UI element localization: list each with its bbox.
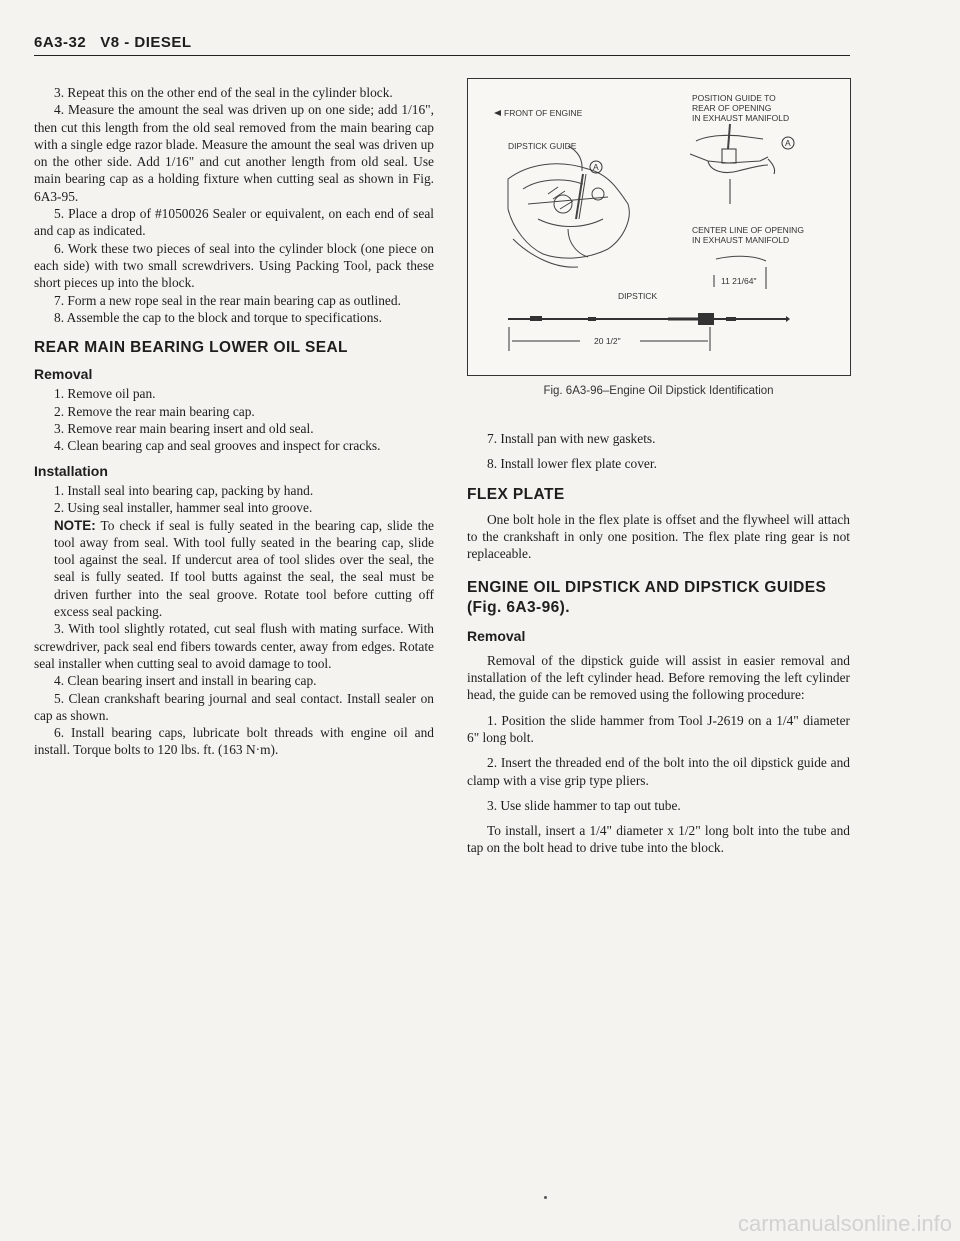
engine-sketch [508,164,629,267]
center-line-label: CENTER LINE OF OPENING [692,225,804,235]
position-guide-label: IN EXHAUST MANIFOLD [692,113,790,123]
position-guide-label: POSITION GUIDE TO [692,93,776,103]
section-heading-rear-main-seal: REAR MAIN BEARING LOWER OIL SEAL [34,339,348,357]
removal-step: 3. Remove rear main bearing insert and old seal. [54,421,314,437]
note-text: To check if seal is fully seated in the bearing cap, slide the tool away from seal. With tool fully seated in the bearing cap, slide tool against the seal. If undercut area of tool slides over the seal, the seal is fully seated. If tool butts against the seal, the seal must be driven further into the seal groove. Rotate tool before cutting off excess seal packing. [54,517,434,620]
installation-step: 1. Install seal into bearing cap, packing by hand. [54,482,314,498]
removal-heading: Removal [34,366,93,383]
removal-step: 2. Remove the rear main bearing cap. [54,403,255,419]
dipstick-removal-step: 1. Position the slide hammer from Tool J-2619 on a 1/4" diameter 6" long bolt. [467,712,850,745]
center-line-label: IN EXHAUST MANIFOLD [692,235,790,245]
dipstick-heading: ENGINE OIL DIPSTICK AND DIPSTICK GUIDES (Fig. 6A3-96). [467,579,827,617]
dipstick-install-text: To install, insert a 1/4" diameter x 1/2" long bolt into the tube and tap on the bolt head to drive tube into the block. [467,823,850,856]
intro-step: 4. Measure the amount the seal was driven up on one side; add 1/16", then cut this length from the old seal removed from the main bearing cap with a single edge razor blade. Measure the amount the seal was driven up on the other side. Add 1/16" and cut another length from old seal. Use main bearing cap as a holding fixture when cutting seal as shown in Fig. 6A3-95. [34,102,434,204]
pan-step: 7. Install pan with new gaskets. [487,431,656,446]
installation-step: 5. Clean crankshaft bearing journal and seal contact. Install sealer on cap as shown. [34,690,434,723]
page-mark [544,1196,547,1199]
removal-step: 4. Clean bearing cap and seal grooves and inspect for cracks. [54,438,381,454]
installation-note [34,517,434,621]
pan-step: 8. Install lower flex plate cover. [487,456,657,472]
dipstick-drawing [508,313,790,325]
flex-plate-heading: FLEX PLATE [467,485,565,503]
callout-a-right: A [785,138,791,148]
dipstick-illustration [468,79,850,375]
removal-step: 1. Remove oil pan. [54,386,156,402]
note-label: NOTE: [54,517,96,533]
manifold-detail [690,124,775,204]
dipstick-guide-label: DIPSTICK GUIDE [508,141,577,151]
dipstick-label: DIPSTICK [618,291,658,301]
length-dimension-label: 20 1/2" [594,336,621,346]
installation-step: 4. Clean bearing insert and install in bearing cap. [54,673,317,689]
dipstick-removal-step: 2. Insert the threaded end of the bolt into the oil dipstick guide and clamp with a vise grip type pliers. [467,755,850,788]
intro-step: 6. Work these two pieces of seal into the cylinder block (one piece on each side) with two small screwdrivers. Using Packing Tool, pack these short pieces up into the block. [34,240,434,291]
installation-step: 3. With tool slightly rotated, cut seal flush with mating surface. With screwdriver, pack seal end fibers towards center, away from edges. Rotate seal installer when cutting seal to avoid damage to tool. [34,621,434,671]
callout-a-left: A [593,162,599,172]
flex-plate-text: One bolt hole in the flex plate is offset and the flywheel will attach to the crankshaft in only one position. The flex plate ring gear is not replaceable. [467,511,850,562]
installation-step: 2. Using seal installer, hammer seal into groove. [54,500,313,516]
dipstick-removal-intro: Removal of the dipstick guide will assist in easier removal and installation of the left cylinder head. Before removing the left cylinder head, the guide can be removed using the following procedure: [467,652,850,703]
small-dimension-label: 11 21/64" [721,276,757,286]
intro-step: 3. Repeat this on the other end of the seal in the cylinder block. [54,85,393,100]
right-column [467,430,850,865]
page-section-title: V8 - DIESEL [100,34,192,51]
page-header [34,34,850,56]
dipstick-removal-step: 3. Use slide hammer to tap out tube. [487,797,681,813]
intro-step: 8. Assemble the cap to the block and torque to specifications. [54,309,382,325]
front-arrow-icon [494,110,501,116]
intro-step: 5. Place a drop of #1050026 Sealer or equivalent, on each end of seal and cap as indicated. [34,206,434,239]
watermark: carmanualsonline.info [737,1211,952,1236]
left-column [34,84,434,759]
installation-heading: Installation [34,462,108,479]
position-guide-label: REAR OF OPENING [692,103,772,113]
figure-caption: Fig. 6A3-96–Engine Oil Dipstick Identification [543,385,774,397]
dipstick-removal-heading: Removal [467,628,526,645]
front-of-engine-label: FRONT OF ENGINE [504,108,583,118]
intro-step: 7. Form a new rope seal in the rear main bearing cap as outlined. [54,292,401,308]
dipstick-figure [467,78,851,376]
page-code: 6A3-32 [34,34,87,51]
installation-step: 6. Install bearing caps, lubricate bolt threads with engine oil and install. Torque bolts to 120 lbs. ft. (163 N·m). [34,725,434,758]
